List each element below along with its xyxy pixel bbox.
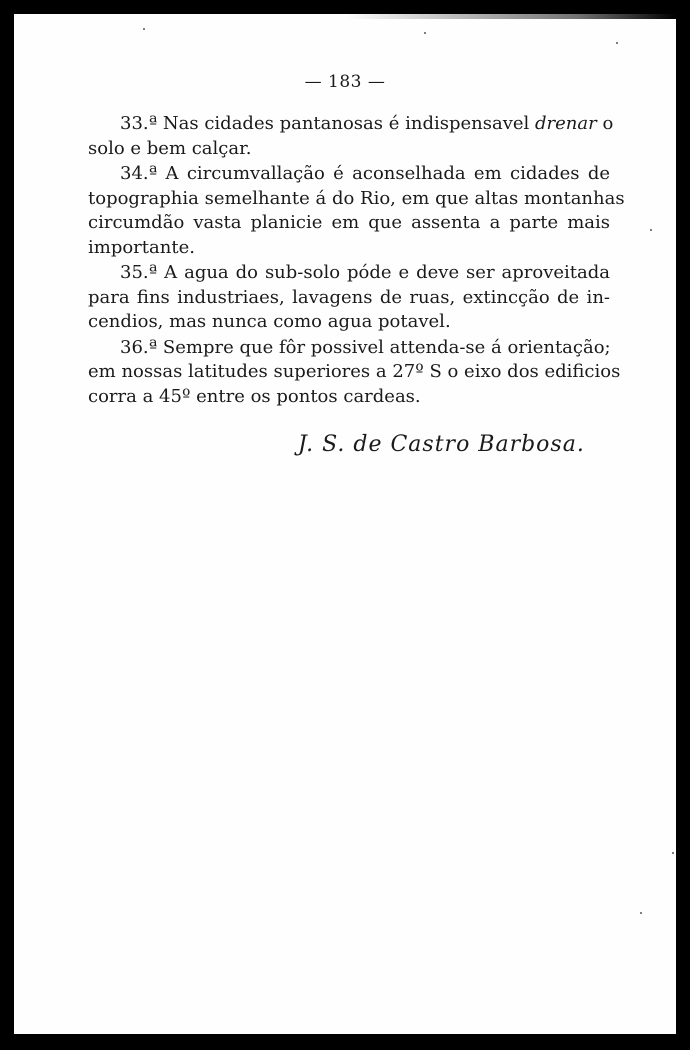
- text-line: 35.ª A agua do sub-solo póde e deve ser aproveitada: [120, 262, 610, 283]
- body-text: [88, 112, 625, 410]
- paragraph-33: [88, 112, 614, 161]
- scan-speck: [650, 229, 652, 231]
- text-line: importante.: [88, 236, 195, 258]
- scan-speck: [424, 32, 426, 34]
- text-line: cendios, mas nunca como agua potavel.: [88, 311, 451, 332]
- text-line: 33.ª Nas cidades pantanosas é indispensavel drenar o: [120, 113, 614, 134]
- paragraph-34: [88, 162, 625, 260]
- scan-speck: [143, 28, 145, 30]
- scan-speck: [616, 42, 618, 44]
- paragraph-35: [88, 261, 610, 335]
- text-line: topographia semelhante á do Rio, em que altas montanhas: [88, 187, 625, 209]
- author-signature: J. S. de Castro Barbosa.: [298, 432, 585, 457]
- text-line: 34.ª A circumvallação é aconselhada em cidades de: [120, 163, 610, 184]
- scan-speck: [640, 912, 642, 914]
- text-line: em nossas latitudes superiores a 27º S o eixo dos edificios: [88, 361, 621, 382]
- text-line: corra a 45º entre os pontos cardeas.: [88, 385, 421, 407]
- document-page: [14, 14, 676, 1034]
- text-line: solo e bem calçar.: [88, 137, 252, 159]
- page-number: — 183 —: [304, 72, 386, 92]
- scan-edge-shadow: [346, 14, 676, 19]
- scan-speck: [672, 852, 674, 854]
- paragraph-36: [88, 336, 621, 410]
- text-line: 36.ª Sempre que fôr possivel attenda-se á orientação;: [120, 336, 611, 358]
- text-line: para fins industriaes, lavagens de ruas, extincção de in-: [88, 286, 610, 308]
- text-line: circumdão vasta planicie em que assenta a parte mais: [88, 212, 610, 233]
